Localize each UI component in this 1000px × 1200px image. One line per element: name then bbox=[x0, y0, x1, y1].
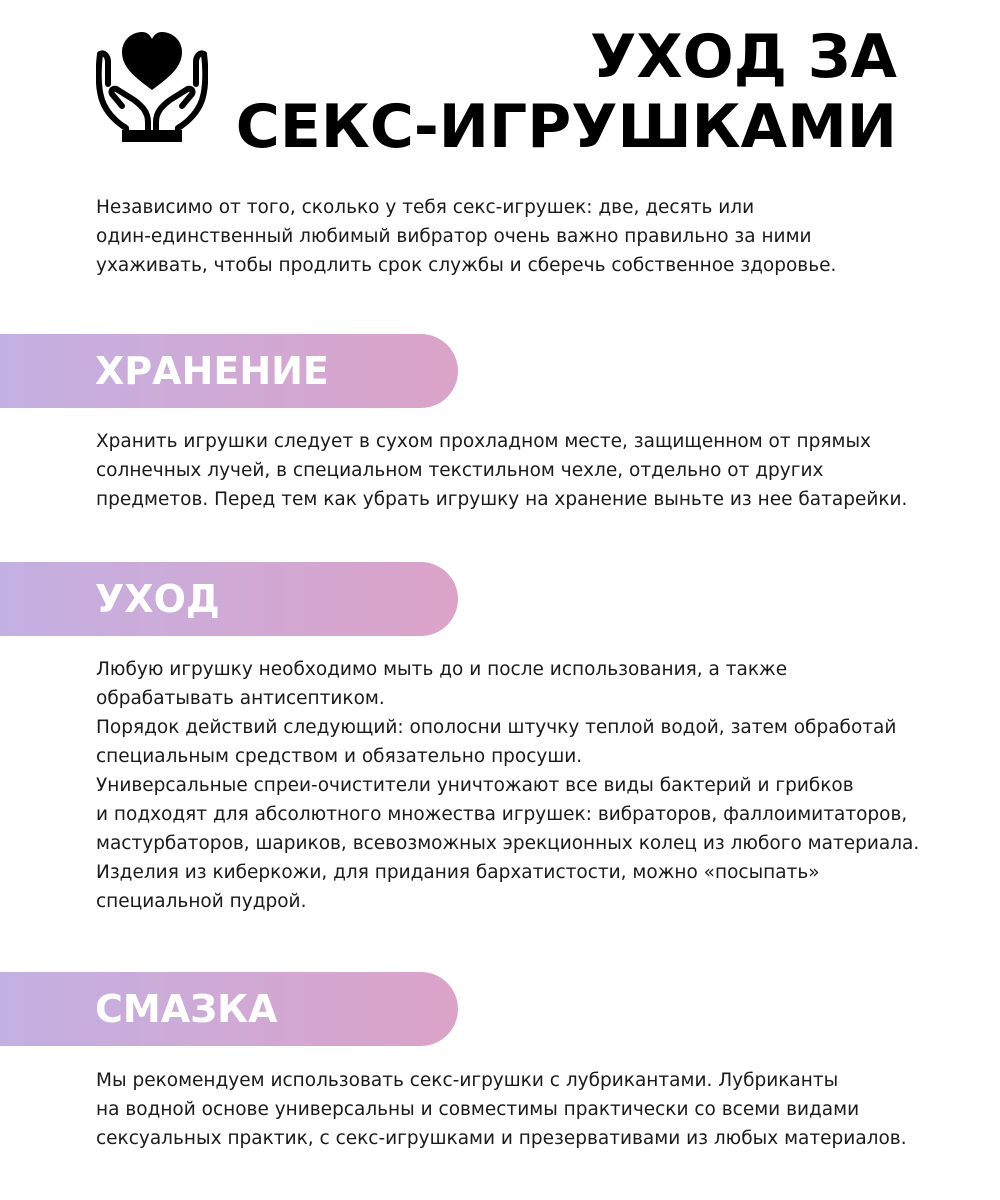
intro-line: Независимо от того, сколько у тебя секс-игрушек: две, десять или bbox=[96, 197, 755, 218]
body-line: специальным средством и обязательно просуши. bbox=[96, 746, 583, 767]
section-body-lubrication bbox=[96, 1066, 986, 1153]
section-heading-storage: ХРАНЕНИЕ bbox=[95, 349, 329, 393]
page-title-line-1: УХОД ЗА bbox=[590, 22, 897, 92]
body-line: и подходят для абсолютного множества игрушек: вибраторов, фаллоимитаторов, bbox=[96, 804, 908, 825]
page-title-line-2: СЕКС-ИГРУШКАМИ bbox=[235, 92, 897, 162]
body-line: обрабатывать антисептиком. bbox=[96, 688, 385, 709]
body-line: солнечных лучей, в специальном текстильном чехле, отдельно от других bbox=[96, 460, 824, 481]
body-line: Хранить игрушки следует в сухом прохладном месте, защищенном от прямых bbox=[96, 431, 872, 452]
body-line: предметов. Перед тем как убрать игрушку на хранение выньте из нее батарейки. bbox=[96, 489, 908, 510]
section-body-storage bbox=[96, 427, 986, 514]
section-heading-lubrication: СМАЗКА bbox=[95, 987, 278, 1031]
body-line: Порядок действий следующий: ополосни штучку теплой водой, затем обработай bbox=[96, 717, 897, 738]
page-title bbox=[236, 22, 897, 162]
section-heading-care: УХОД bbox=[95, 577, 220, 621]
body-line: сексуальных практик, с секс-игрушками и презервативами из любых материалов. bbox=[96, 1128, 907, 1149]
section-header-lubrication bbox=[0, 972, 458, 1046]
body-line: Изделия из киберкожи, для придания бархатистости, можно «посыпать» bbox=[96, 862, 820, 883]
intro-line: один-единственный любимый вибратор очень важно правильно за ними bbox=[96, 226, 812, 247]
heart-in-hands-icon bbox=[96, 30, 208, 142]
section-header-care bbox=[0, 562, 458, 636]
section-header-storage bbox=[0, 334, 458, 408]
body-line: мастурбаторов, шариков, всевозможных эрекционных колец из любого материала. bbox=[96, 833, 920, 854]
body-line: Мы рекомендуем использовать секс-игрушки с лубрикантами. Лубриканты bbox=[96, 1070, 839, 1091]
body-line: Универсальные спреи-очистители уничтожают все виды бактерий и грибков bbox=[96, 775, 854, 796]
section-body-care bbox=[96, 655, 986, 916]
intro-paragraph bbox=[96, 193, 976, 280]
body-line: на водной основе универсальны и совместимы практически со всеми видами bbox=[96, 1099, 860, 1120]
intro-line: ухаживать, чтобы продлить срок службы и сберечь собственное здоровье. bbox=[96, 255, 837, 276]
body-line: специальной пудрой. bbox=[96, 891, 307, 912]
body-line: Любую игрушку необходимо мыть до и после использования, а также bbox=[96, 659, 788, 680]
